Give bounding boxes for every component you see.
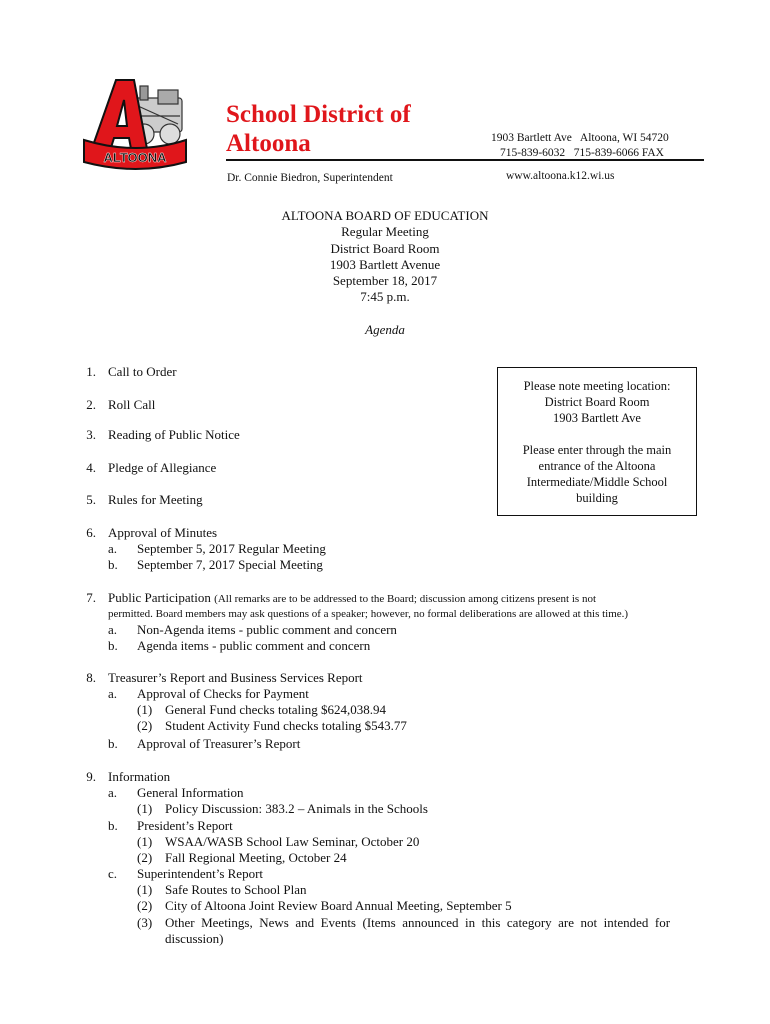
subsubitem-text: Safe Routes to School Plan [165,882,307,897]
item-number: 7. [86,590,96,605]
meeting-address: 1903 Bartlett Avenue [329,256,441,272]
header-divider [226,159,704,161]
district-address: 1903 Bartlett Ave Altoona, WI 54720 [491,132,669,144]
subsubitem-number: (1) [137,834,153,849]
item-text: Approval of Minutes [108,525,218,540]
subitem-text: General Information [137,785,244,800]
subitem-text: Non-Agenda items - public comment and concern [137,622,397,637]
notice-line: Please note meeting location: [523,379,671,393]
district-phone: 715-839-6032 715-839-6066 FAX [500,147,664,159]
subitem-letter: a. [108,541,118,556]
subitem-text: Approval of Treasurer’s Report [137,736,301,751]
notice-line: Intermediate/Middle School [526,475,668,489]
meeting-date: September 18, 2017 [332,273,438,289]
notice-line: 1903 Bartlett Ave [553,411,641,425]
item-text [108,590,596,607]
district-logo [82,76,190,176]
subsubitem-number: (3) [137,915,153,930]
subitem-letter: a. [108,785,118,800]
item-number: 4. [86,460,96,475]
subitem-text: Approval of Checks for Payment [137,686,309,701]
meeting-room: District Board Room [330,240,440,256]
item-text: Rules for Meeting [108,492,203,507]
item-text: Information [108,769,171,784]
notice-line: District Board Room [544,395,650,409]
item-text: Pledge of Allegiance [108,460,217,475]
item-number: 9. [86,769,96,784]
meeting-type: Regular Meeting [341,224,429,240]
item-note-continued: permitted. Board members may ask questions of a speaker; however, no formal deliberations are allowed at this time.) [108,608,629,620]
item-text: Roll Call [108,397,156,412]
district-website[interactable]: www.altoona.k12.wi.us [506,170,615,182]
item-title: Public Participation [108,590,211,605]
notice-line: Please enter through the main [522,443,672,457]
item-note: (All remarks are to be addressed to the Board; discussion among citizens present is not [214,593,597,605]
item-number: 8. [86,670,96,685]
district-name-line1: School District of [226,101,411,128]
subsubitem-number: (1) [137,801,153,816]
subsubitem-number: (1) [137,882,153,897]
subsubitem-text: General Fund checks totaling $624,038.94 [165,702,386,717]
item-text: Treasurer’s Report and Business Services Report [108,670,363,685]
item-number: 1. [86,364,96,379]
subitem-text: Superintendent’s Report [137,866,264,881]
district-name-line2: Altoona [226,130,311,157]
notice-line: building [576,491,618,505]
subsubitem-text-continued: discussion) [165,931,224,946]
subsubitem-text: City of Altoona Joint Review Board Annual Meeting, September 5 [165,898,512,913]
subsubitem-text: WSAA/WASB School Law Seminar, October 20 [165,834,420,849]
subsubitem-number: (2) [137,718,153,733]
board-name: ALTOONA BOARD OF EDUCATION [281,208,489,223]
subitem-text: President’s Report [137,818,233,833]
location-notice-box [497,367,697,516]
svg-text:ALTOONA: ALTOONA [103,150,167,165]
item-text: Reading of Public Notice [108,427,240,442]
subitem-letter: b. [108,638,118,653]
superintendent-name: Dr. Connie Biedron, Superintendent [227,172,393,184]
agenda-heading: Agenda [365,322,405,337]
subsubitem-number: (2) [137,898,153,913]
subsubitem-text: Other Meetings, News and Events (Items announced in this category are not intended for [165,915,671,930]
subitem-letter: a. [108,622,118,637]
item-number: 2. [86,397,96,412]
subsubitem-text: Policy Discussion: 383.2 – Animals in the Schools [165,801,428,816]
item-text: Call to Order [108,364,177,379]
subitem-letter: b. [108,557,118,572]
subitem-letter: c. [108,866,118,881]
item-number: 5. [86,492,96,507]
subsubitem-text: Student Activity Fund checks totaling $543.77 [165,718,407,733]
subitem-text: September 5, 2017 Regular Meeting [137,541,326,556]
subsubitem-number: (1) [137,702,153,717]
item-number: 6. [86,525,96,540]
subsubitem-text: Fall Regional Meeting, October 24 [165,850,347,865]
notice-line: entrance of the Altoona [538,459,656,473]
subitem-text: Agenda items - public comment and concern [137,638,371,653]
subitem-text: September 7, 2017 Special Meeting [137,557,323,572]
subitem-letter: b. [108,736,118,751]
meeting-time: 7:45 p.m. [360,289,410,305]
meeting-info [0,208,770,306]
subsubitem-number: (2) [137,850,153,865]
subitem-letter: a. [108,686,118,701]
item-number: 3. [86,427,96,442]
subitem-letter: b. [108,818,118,833]
